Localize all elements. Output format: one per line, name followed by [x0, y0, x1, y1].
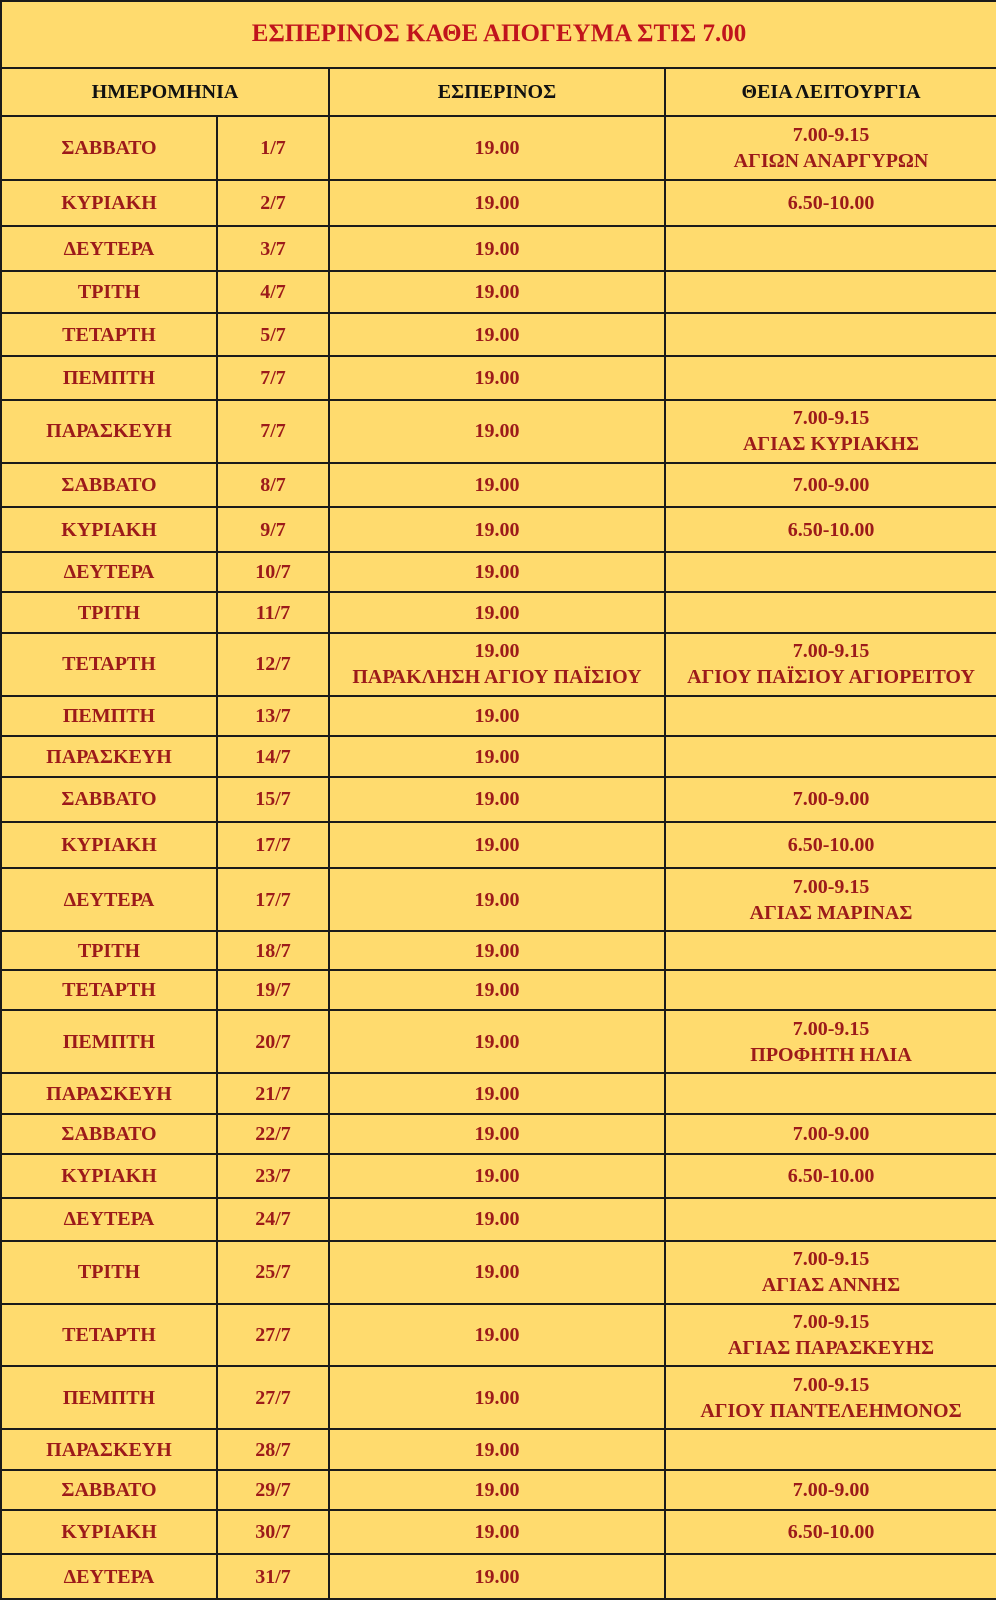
liturgy-cell — [665, 271, 996, 314]
day-cell — [1, 180, 217, 227]
day-cell — [1, 633, 217, 696]
date-cell — [217, 271, 329, 314]
vespers-cell — [329, 226, 665, 271]
liturgy-time: 7.00-9.15 — [792, 407, 870, 430]
date-cell — [217, 1470, 329, 1511]
table-row — [1, 696, 996, 737]
date-label: 17/7 — [255, 888, 291, 911]
vespers-note: ΠΑΡΑΚΛΗΣΗ ΑΓΙΟΥ ΠΑΪΣΙΟΥ — [352, 666, 642, 689]
vespers-time: 19.00 — [474, 191, 520, 214]
day-cell — [1, 868, 217, 931]
vespers-cell — [329, 313, 665, 356]
date-cell — [217, 1429, 329, 1470]
vespers-cell — [329, 1073, 665, 1114]
liturgy-time: 6.50-10.00 — [787, 1521, 875, 1544]
date-cell — [217, 822, 329, 869]
table-row — [1, 507, 996, 552]
day-label: ΠΑΡΑΣΚΕΥΗ — [46, 420, 172, 443]
liturgy-time: 6.50-10.00 — [787, 834, 875, 857]
date-label: 10/7 — [255, 561, 291, 584]
date-label: 13/7 — [255, 705, 291, 728]
table-row — [1, 1073, 996, 1114]
liturgy-time: 7.00-9.15 — [792, 123, 870, 146]
table-row — [1, 1010, 996, 1073]
day-label: ΣΑΒΒΑΤΟ — [61, 1479, 157, 1502]
date-label: 19/7 — [255, 979, 291, 1002]
date-cell — [217, 400, 329, 463]
day-label: ΤΕΤΑΡΤΗ — [62, 1323, 156, 1346]
date-cell — [217, 696, 329, 737]
day-label: ΚΥΡΙΑΚΗ — [61, 834, 157, 857]
liturgy-cell — [665, 552, 996, 593]
liturgy-time: 7.00-9.00 — [792, 1123, 870, 1146]
liturgy-time: 7.00-9.15 — [792, 640, 870, 663]
vespers-time: 19.00 — [474, 601, 520, 624]
liturgy-cell — [665, 1554, 996, 1599]
day-cell — [1, 1198, 217, 1241]
table-row — [1, 931, 996, 970]
day-cell — [1, 696, 217, 737]
day-cell — [1, 592, 217, 633]
table-row — [1, 1510, 996, 1554]
day-cell — [1, 226, 217, 271]
liturgy-cell — [665, 1366, 996, 1429]
day-label: ΤΡΙΤΗ — [77, 281, 141, 304]
vespers-time: 19.00 — [474, 834, 520, 857]
vespers-cell — [329, 822, 665, 869]
day-label: ΚΥΡΙΑΚΗ — [61, 191, 157, 214]
vespers-cell — [329, 777, 665, 822]
day-label: ΤΡΙΤΗ — [77, 1261, 141, 1284]
date-label: 4/7 — [260, 281, 286, 304]
liturgy-time: 7.00-9.00 — [792, 1479, 870, 1502]
day-label: ΔΕΥΤΕΡΑ — [63, 237, 155, 260]
liturgy-cell — [665, 1198, 996, 1241]
liturgy-cell — [665, 1304, 996, 1367]
day-cell — [1, 931, 217, 970]
date-cell — [217, 1554, 329, 1599]
liturgy-cell — [665, 313, 996, 356]
vespers-cell — [329, 1114, 665, 1155]
vespers-cell — [329, 1510, 665, 1554]
liturgy-cell — [665, 226, 996, 271]
vespers-cell — [329, 116, 665, 180]
table-row — [1, 356, 996, 400]
date-cell — [217, 1114, 329, 1155]
day-label: ΠΕΜΠΤΗ — [62, 705, 156, 728]
table-row — [1, 180, 996, 227]
date-cell — [217, 356, 329, 400]
vespers-time: 19.00 — [474, 1165, 520, 1188]
day-label: ΤΕΤΑΡΤΗ — [62, 323, 156, 346]
day-label: ΤΡΙΤΗ — [77, 601, 141, 624]
liturgy-time: 7.00-9.15 — [792, 1017, 870, 1040]
date-cell — [217, 868, 329, 931]
date-label: 11/7 — [255, 601, 291, 624]
day-label: ΔΕΥΤΕΡΑ — [63, 1565, 155, 1588]
day-cell — [1, 1554, 217, 1599]
date-label: 14/7 — [255, 745, 291, 768]
day-cell — [1, 313, 217, 356]
date-cell — [217, 1366, 329, 1429]
vespers-time: 19.00 — [474, 939, 520, 962]
date-cell — [217, 180, 329, 227]
day-label: ΠΑΡΑΣΚΕΥΗ — [46, 1438, 172, 1461]
date-cell — [217, 633, 329, 696]
date-label: 3/7 — [260, 237, 286, 260]
date-cell — [217, 1304, 329, 1367]
day-cell — [1, 356, 217, 400]
liturgy-cell — [665, 1470, 996, 1511]
date-cell — [217, 970, 329, 1011]
table-row — [1, 271, 996, 314]
day-cell — [1, 1010, 217, 1073]
vespers-time: 19.00 — [474, 473, 520, 496]
liturgy-time: 7.00-9.15 — [792, 1373, 870, 1396]
date-label: 27/7 — [255, 1386, 291, 1409]
day-label: ΤΡΙΤΗ — [77, 939, 141, 962]
vespers-time: 19.00 — [474, 888, 520, 911]
table-row — [1, 592, 996, 633]
vespers-time: 19.00 — [474, 640, 520, 663]
day-cell — [1, 507, 217, 552]
date-label: 25/7 — [255, 1261, 291, 1284]
liturgy-cell — [665, 180, 996, 227]
liturgy-cell — [665, 356, 996, 400]
vespers-cell — [329, 356, 665, 400]
vespers-cell — [329, 400, 665, 463]
date-cell — [217, 1154, 329, 1198]
liturgy-time: 6.50-10.00 — [787, 191, 875, 214]
vespers-cell — [329, 1366, 665, 1429]
vespers-time: 19.00 — [474, 1261, 520, 1284]
day-label: ΣΑΒΒΑΤΟ — [61, 473, 157, 496]
date-label: 1/7 — [260, 136, 286, 159]
table-row — [1, 868, 996, 931]
day-label: ΣΑΒΒΑΤΟ — [61, 1123, 157, 1146]
day-cell — [1, 271, 217, 314]
date-label: 23/7 — [255, 1165, 291, 1188]
vespers-time: 19.00 — [474, 1479, 520, 1502]
table-row — [1, 1198, 996, 1241]
day-cell — [1, 116, 217, 180]
date-cell — [217, 777, 329, 822]
vespers-time: 19.00 — [474, 979, 520, 1002]
liturgy-cell — [665, 931, 996, 970]
date-cell — [217, 226, 329, 271]
table-row — [1, 633, 996, 696]
vespers-cell — [329, 507, 665, 552]
vespers-cell — [329, 1304, 665, 1367]
liturgy-cell — [665, 736, 996, 777]
liturgy-cell — [665, 1510, 996, 1554]
liturgy-cell — [665, 463, 996, 508]
liturgy-note: ΑΓΙΑΣ ΜΑΡΙΝΑΣ — [749, 901, 913, 924]
table-row — [1, 226, 996, 271]
table-row — [1, 970, 996, 1011]
liturgy-cell — [665, 1429, 996, 1470]
date-label: 18/7 — [255, 939, 291, 962]
day-label: ΠΕΜΠΤΗ — [62, 366, 156, 389]
title-row — [1, 1, 996, 68]
table-row — [1, 1114, 996, 1155]
day-cell — [1, 1304, 217, 1367]
schedule-body — [1, 1, 996, 1599]
table-row — [1, 463, 996, 508]
liturgy-cell — [665, 507, 996, 552]
day-label: ΔΕΥΤΕΡΑ — [63, 1208, 155, 1231]
liturgy-time: 7.00-9.15 — [792, 1310, 870, 1333]
date-cell — [217, 736, 329, 777]
liturgy-cell — [665, 116, 996, 180]
date-label: 31/7 — [255, 1565, 291, 1588]
liturgy-time: 6.50-10.00 — [787, 518, 875, 541]
vespers-cell — [329, 970, 665, 1011]
day-cell — [1, 777, 217, 822]
date-label: 29/7 — [255, 1479, 291, 1502]
table-row — [1, 1154, 996, 1198]
header-vespers: ΕΣΠΕΡΙΝΟΣ — [329, 68, 665, 116]
liturgy-time: 6.50-10.00 — [787, 1165, 875, 1188]
day-label: ΔΕΥΤΕΡΑ — [63, 888, 155, 911]
date-cell — [217, 1241, 329, 1304]
date-cell — [217, 552, 329, 593]
table-row — [1, 1241, 996, 1304]
vespers-cell — [329, 868, 665, 931]
vespers-time: 19.00 — [474, 518, 520, 541]
table-row — [1, 400, 996, 463]
table-row — [1, 822, 996, 869]
vespers-cell — [329, 931, 665, 970]
day-label: ΣΑΒΒΑΤΟ — [61, 136, 157, 159]
liturgy-cell — [665, 633, 996, 696]
liturgy-note: ΑΓΙΑΣ ΠΑΡΑΣΚΕΥΗΣ — [727, 1336, 935, 1359]
date-label: 17/7 — [255, 834, 291, 857]
date-label: 8/7 — [260, 473, 286, 496]
table-row — [1, 313, 996, 356]
vespers-cell — [329, 1198, 665, 1241]
liturgy-note: ΑΓΙΑΣ ΚΥΡΙΑΚΗΣ — [742, 433, 920, 456]
liturgy-cell — [665, 696, 996, 737]
table-row — [1, 736, 996, 777]
vespers-cell — [329, 1154, 665, 1198]
day-cell — [1, 822, 217, 869]
header-date: ΗΜΕΡΟΜΗΝΙΑ — [1, 68, 329, 116]
vespers-time: 19.00 — [474, 420, 520, 443]
vespers-time: 19.00 — [474, 1521, 520, 1544]
date-label: 2/7 — [260, 191, 286, 214]
vespers-time: 19.00 — [474, 136, 520, 159]
date-label: 7/7 — [260, 366, 286, 389]
day-cell — [1, 1366, 217, 1429]
liturgy-note: ΑΓΙΟΥ ΠΑΪΣΙΟΥ ΑΓΙΟΡΕΙΤΟΥ — [687, 666, 975, 689]
date-cell — [217, 931, 329, 970]
vespers-cell — [329, 463, 665, 508]
day-label: ΚΥΡΙΑΚΗ — [61, 1165, 157, 1188]
date-label: 5/7 — [260, 323, 286, 346]
liturgy-note: ΑΓΙΩΝ ΑΝΑΡΓΥΡΩΝ — [733, 149, 929, 172]
vespers-time: 19.00 — [474, 745, 520, 768]
liturgy-cell — [665, 868, 996, 931]
vespers-cell — [329, 1470, 665, 1511]
day-label: ΠΑΡΑΣΚΕΥΗ — [46, 745, 172, 768]
liturgy-cell — [665, 1154, 996, 1198]
table-row — [1, 1554, 996, 1599]
day-cell — [1, 970, 217, 1011]
day-label: ΤΕΤΑΡΤΗ — [62, 653, 156, 676]
vespers-time: 19.00 — [474, 1386, 520, 1409]
date-label: 15/7 — [255, 788, 291, 811]
date-label: 27/7 — [255, 1323, 291, 1346]
vespers-time: 19.00 — [474, 1565, 520, 1588]
day-cell — [1, 1073, 217, 1114]
table-row — [1, 1470, 996, 1511]
vespers-time: 19.00 — [474, 705, 520, 728]
day-label: ΠΕΜΠΤΗ — [62, 1386, 156, 1409]
liturgy-note: ΑΓΙΑΣ ΑΝΝΗΣ — [761, 1274, 901, 1297]
date-label: 7/7 — [260, 420, 286, 443]
liturgy-cell — [665, 400, 996, 463]
date-label: 22/7 — [255, 1123, 291, 1146]
liturgy-cell — [665, 1241, 996, 1304]
vespers-time: 19.00 — [474, 788, 520, 811]
vespers-time: 19.00 — [474, 1323, 520, 1346]
date-label: 20/7 — [255, 1030, 291, 1053]
table-row — [1, 1429, 996, 1470]
vespers-cell — [329, 1241, 665, 1304]
date-cell — [217, 463, 329, 508]
date-label: 21/7 — [255, 1082, 291, 1105]
day-cell — [1, 1114, 217, 1155]
date-cell — [217, 1010, 329, 1073]
liturgy-time: 7.00-9.00 — [792, 473, 870, 496]
day-label: ΤΕΤΑΡΤΗ — [62, 979, 156, 1002]
vespers-cell — [329, 592, 665, 633]
vespers-cell — [329, 696, 665, 737]
day-label: ΚΥΡΙΑΚΗ — [61, 518, 157, 541]
vespers-time: 19.00 — [474, 237, 520, 260]
liturgy-cell — [665, 592, 996, 633]
table-row — [1, 552, 996, 593]
day-cell — [1, 552, 217, 593]
vespers-time: 19.00 — [474, 1082, 520, 1105]
date-label: 9/7 — [260, 518, 286, 541]
day-cell — [1, 1429, 217, 1470]
vespers-time: 19.00 — [474, 561, 520, 584]
liturgy-time: 7.00-9.15 — [792, 875, 870, 898]
date-label: 28/7 — [255, 1438, 291, 1461]
vespers-cell — [329, 1429, 665, 1470]
day-label: ΠΑΡΑΣΚΕΥΗ — [46, 1082, 172, 1105]
date-cell — [217, 1198, 329, 1241]
vespers-time: 19.00 — [474, 1208, 520, 1231]
day-cell — [1, 736, 217, 777]
vespers-cell — [329, 1554, 665, 1599]
liturgy-cell — [665, 1114, 996, 1155]
liturgy-cell — [665, 777, 996, 822]
liturgy-cell — [665, 822, 996, 869]
date-label: 30/7 — [255, 1521, 291, 1544]
liturgy-cell — [665, 970, 996, 1011]
liturgy-cell — [665, 1073, 996, 1114]
date-label: 24/7 — [255, 1208, 291, 1231]
vespers-cell — [329, 552, 665, 593]
table-row — [1, 777, 996, 822]
date-cell — [217, 592, 329, 633]
vespers-time: 19.00 — [474, 323, 520, 346]
day-cell — [1, 1241, 217, 1304]
day-cell — [1, 1510, 217, 1554]
header-liturgy: ΘΕΙΑ ΛΕΙΤΟΥΡΓΙΑ — [665, 68, 996, 116]
date-label: 12/7 — [255, 653, 291, 676]
liturgy-cell — [665, 1010, 996, 1073]
header-row — [1, 68, 996, 116]
table-row — [1, 1366, 996, 1429]
table-row — [1, 1304, 996, 1367]
liturgy-time: 7.00-9.15 — [792, 1248, 870, 1271]
date-cell — [217, 1510, 329, 1554]
schedule-title: ΕΣΠΕΡΙΝΟΣ ΚΑΘΕ ΑΠΟΓΕΥΜΑ ΣΤΙΣ 7.00 — [1, 1, 996, 68]
day-label: ΠΕΜΠΤΗ — [62, 1030, 156, 1053]
table-row — [1, 116, 996, 180]
day-cell — [1, 1154, 217, 1198]
date-cell — [217, 507, 329, 552]
day-label: ΚΥΡΙΑΚΗ — [61, 1521, 157, 1544]
vespers-time: 19.00 — [474, 281, 520, 304]
day-cell — [1, 1470, 217, 1511]
vespers-cell — [329, 736, 665, 777]
liturgy-time: 7.00-9.00 — [792, 788, 870, 811]
liturgy-note: ΑΓΙΟΥ ΠΑΝΤΕΛΕΗΜΟΝΟΣ — [700, 1399, 962, 1422]
day-cell — [1, 463, 217, 508]
vespers-time: 19.00 — [474, 1030, 520, 1053]
vespers-cell — [329, 180, 665, 227]
vespers-time: 19.00 — [474, 1438, 520, 1461]
date-cell — [217, 116, 329, 180]
day-label: ΔΕΥΤΕΡΑ — [63, 561, 155, 584]
day-label: ΣΑΒΒΑΤΟ — [61, 788, 157, 811]
vespers-cell — [329, 271, 665, 314]
vespers-time: 19.00 — [474, 366, 520, 389]
vespers-time: 19.00 — [474, 1123, 520, 1146]
vespers-cell — [329, 1010, 665, 1073]
day-cell — [1, 400, 217, 463]
vespers-cell — [329, 633, 665, 696]
date-cell — [217, 313, 329, 356]
liturgy-note: ΠΡΟΦΗΤΗ ΗΛΙΑ — [750, 1043, 912, 1066]
date-cell — [217, 1073, 329, 1114]
